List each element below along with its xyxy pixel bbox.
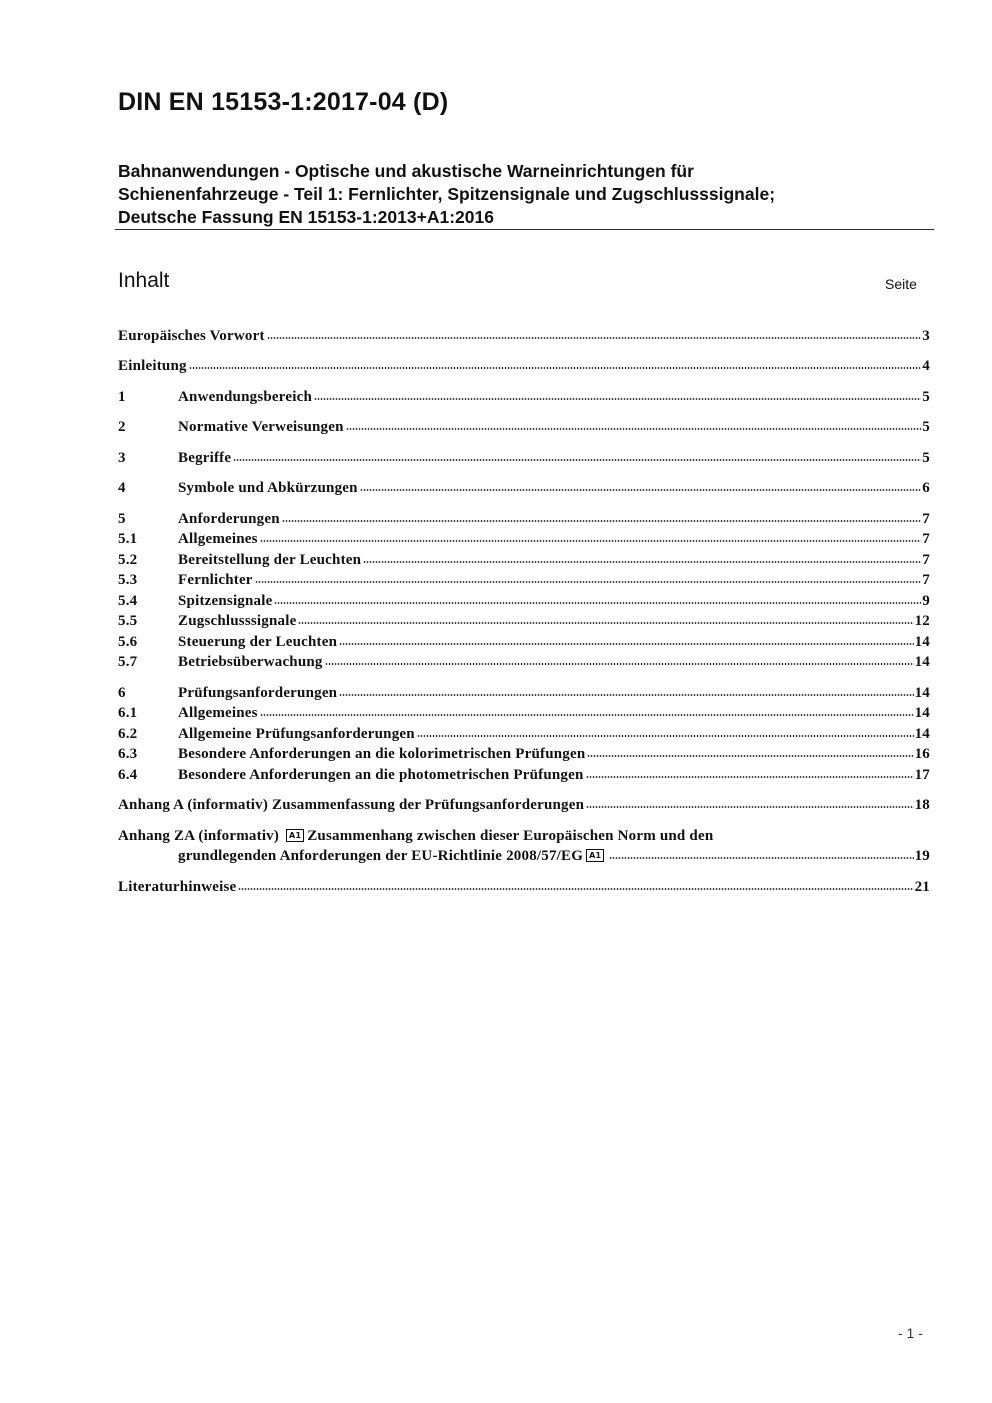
dot-leader (260, 538, 922, 544)
toc-heading: Inhalt (118, 269, 170, 292)
toc-entry-label: Einleitung (118, 358, 187, 374)
toc-entry-number: 2 (118, 419, 126, 435)
toc-entry-page: 16 (914, 746, 930, 762)
toc-entry-page: 14 (914, 654, 930, 670)
toc-entry-label: Allgemeines (178, 705, 258, 721)
toc-entry-number: 5.1 (118, 531, 138, 547)
title-line-2: Schienenfahrzeuge - Teil 1: Fernlichter, Spitzensignale und Zugschlusssignale; (118, 184, 776, 204)
toc-entry-label: Prüfungsanforderungen (178, 684, 338, 701)
toc-entry[interactable] (118, 508, 930, 529)
toc-group-bibliography (118, 876, 930, 897)
toc-entry-page: 5 (922, 449, 930, 466)
toc-entry[interactable] (118, 386, 930, 407)
toc-entry-bibliography[interactable] (118, 876, 930, 897)
toc-entry-page: 14 (914, 633, 930, 650)
toc-entry-page: 14 (914, 684, 930, 701)
document-title (118, 160, 933, 229)
toc-entry-annex-za-continued[interactable] (118, 846, 930, 867)
toc-entry-page: 17 (914, 766, 930, 783)
toc-entry-page: 5 (922, 419, 930, 435)
toc-entry-page: 6 (922, 480, 930, 496)
toc-entry-label: Bereitstellung der Leuchten (178, 551, 362, 568)
annex-za-title-line-2: grundlegenden Anforderungen der EU-Richtlinie 2008/57/EG (178, 848, 584, 864)
toc-entry[interactable] (118, 744, 930, 765)
annex-za-prefix: Anhang ZA (informativ) (118, 827, 280, 844)
toc-entry-number: 6.1 (118, 705, 138, 721)
toc-entry-label (118, 826, 713, 846)
toc-entry[interactable] (118, 590, 930, 611)
toc-entry[interactable] (118, 529, 930, 550)
toc-group (118, 447, 930, 468)
dot-leader (314, 396, 921, 402)
toc-entry-number: 6.2 (118, 725, 138, 742)
toc-group (118, 417, 930, 438)
dot-leader (339, 641, 913, 647)
toc-entry-label (178, 846, 607, 866)
toc-entry-page: 21 (914, 878, 930, 895)
toc-group (118, 682, 930, 785)
dot-leader (586, 774, 914, 780)
toc-entry[interactable] (118, 356, 930, 377)
dot-leader (339, 692, 913, 698)
toc-entry-label: Steuerung der Leuchten (178, 633, 338, 650)
title-line-1: Bahnanwendungen - Optische und akustische Warneinrichtungen für (118, 161, 694, 181)
dot-leader (360, 487, 922, 493)
toc-entry-label: Allgemeines (178, 531, 258, 547)
toc-entry-page: 3 (922, 327, 930, 344)
toc-entry-label: Literaturhinweise (118, 878, 237, 895)
amendment-end-marker-icon: A1 (586, 849, 604, 862)
toc-entry-number: 5 (118, 510, 126, 527)
dot-leader (260, 712, 914, 718)
toc-entry[interactable] (118, 570, 930, 591)
toc-groups (118, 325, 930, 815)
dot-leader (587, 753, 913, 759)
title-line-3: Deutsche Fassung EN 15153-1:2013+A1:2016 (118, 207, 494, 227)
toc-entry-page: 12 (914, 613, 930, 629)
toc-entry-number: 5.3 (118, 572, 138, 588)
toc-group (118, 795, 930, 816)
toc-entry-page: 19 (914, 848, 930, 864)
toc-entry[interactable] (118, 764, 930, 785)
toc-entry-label: Spitzensignale (178, 592, 273, 609)
toc-entry-page: 4 (922, 358, 930, 374)
toc-entry[interactable] (118, 611, 930, 632)
toc-entry-page: 7 (922, 572, 930, 588)
toc-entry[interactable] (118, 703, 930, 724)
toc-entry[interactable] (118, 478, 930, 499)
toc-entry-number: 5.6 (118, 633, 138, 650)
dot-leader (298, 620, 913, 626)
dot-leader (189, 365, 922, 371)
dot-leader (282, 518, 922, 524)
amendment-start-marker-icon: A1 (286, 829, 304, 842)
toc-entry-page: 7 (922, 531, 930, 547)
toc-entry-number: 1 (118, 388, 126, 405)
toc-entry-annex-za[interactable] (118, 825, 930, 846)
toc-entry-number: 4 (118, 480, 126, 496)
toc-entry-number: 6.4 (118, 766, 138, 783)
toc-entry-label: Begriffe (178, 449, 232, 466)
dot-leader (274, 600, 921, 606)
toc-entry-label: Anwendungsbereich (178, 388, 312, 405)
page-number: - 1 - (898, 1325, 923, 1341)
dot-leader (267, 335, 922, 341)
dot-leader (609, 855, 913, 861)
toc-entry-number: 5.2 (118, 551, 138, 568)
toc-entry-label: Normative Verweisungen (178, 419, 344, 435)
toc-entry-label: Zugschlusssignale (178, 613, 297, 629)
toc-entry-label: Europäisches Vorwort (118, 327, 265, 344)
dot-leader (586, 804, 913, 810)
toc-group (118, 356, 930, 377)
toc-entry-label: Anforderungen (178, 510, 280, 527)
toc-entry-number: 3 (118, 449, 126, 466)
dot-leader (346, 426, 922, 432)
toc-entry-label: Anhang A (informativ) Zusammenfassung der Prüfungsanforderungen (118, 797, 585, 813)
toc-group (118, 478, 930, 499)
toc-entry[interactable] (118, 325, 930, 346)
toc-entry-number: 5.5 (118, 613, 138, 629)
toc-entry-page: 14 (914, 705, 930, 721)
toc-entry[interactable] (118, 447, 930, 468)
toc-entry-page: 18 (914, 797, 930, 813)
toc-group (118, 508, 930, 672)
toc-entry-label: Symbole und Abkürzungen (178, 480, 358, 496)
toc-entry[interactable] (118, 652, 930, 673)
toc-entry[interactable] (118, 723, 930, 744)
toc-entry-page: 5 (922, 388, 930, 405)
dot-leader (417, 733, 914, 739)
dot-leader (363, 559, 921, 565)
toc-entry-label: Allgemeine Prüfungsanforderungen (178, 725, 415, 742)
toc-entry-label: Betriebsüberwachung (178, 654, 323, 670)
toc-entry-page: 14 (914, 725, 930, 742)
toc-entry-label: Fernlichter (178, 572, 253, 588)
toc-entry-number: 5.7 (118, 654, 138, 670)
toc-entry-number: 5.4 (118, 592, 138, 609)
toc-entry[interactable] (118, 417, 930, 438)
title-divider (115, 229, 934, 230)
toc-group (118, 386, 930, 407)
page-column-label: Seite (885, 276, 917, 292)
toc-entry-number: 6.3 (118, 746, 138, 762)
dot-leader (255, 579, 922, 585)
toc-entry[interactable] (118, 682, 930, 703)
toc-entry[interactable] (118, 795, 930, 816)
toc-entry[interactable] (118, 549, 930, 570)
toc-group-annex-za (118, 825, 930, 866)
toc-entry[interactable] (118, 631, 930, 652)
dot-leader (238, 886, 913, 892)
table-of-contents (118, 325, 930, 907)
toc-entry-number: 6 (118, 684, 126, 701)
toc-entry-label: Besondere Anforderungen an die kolorimetrischen Prüfungen (178, 746, 586, 762)
dot-leader (325, 661, 914, 667)
dot-leader (233, 457, 921, 463)
toc-entry-page: 7 (922, 510, 930, 527)
toc-entry-page: 7 (922, 551, 930, 568)
annex-za-title-line-1: Zusammenhang zwischen dieser Europäischen Norm und den (307, 827, 714, 844)
toc-entry-page: 9 (922, 592, 930, 609)
toc-group (118, 325, 930, 346)
document-id: DIN EN 15153-1:2017-04 (D) (118, 88, 449, 116)
toc-entry-label: Besondere Anforderungen an die photometrischen Prüfungen (178, 766, 584, 783)
